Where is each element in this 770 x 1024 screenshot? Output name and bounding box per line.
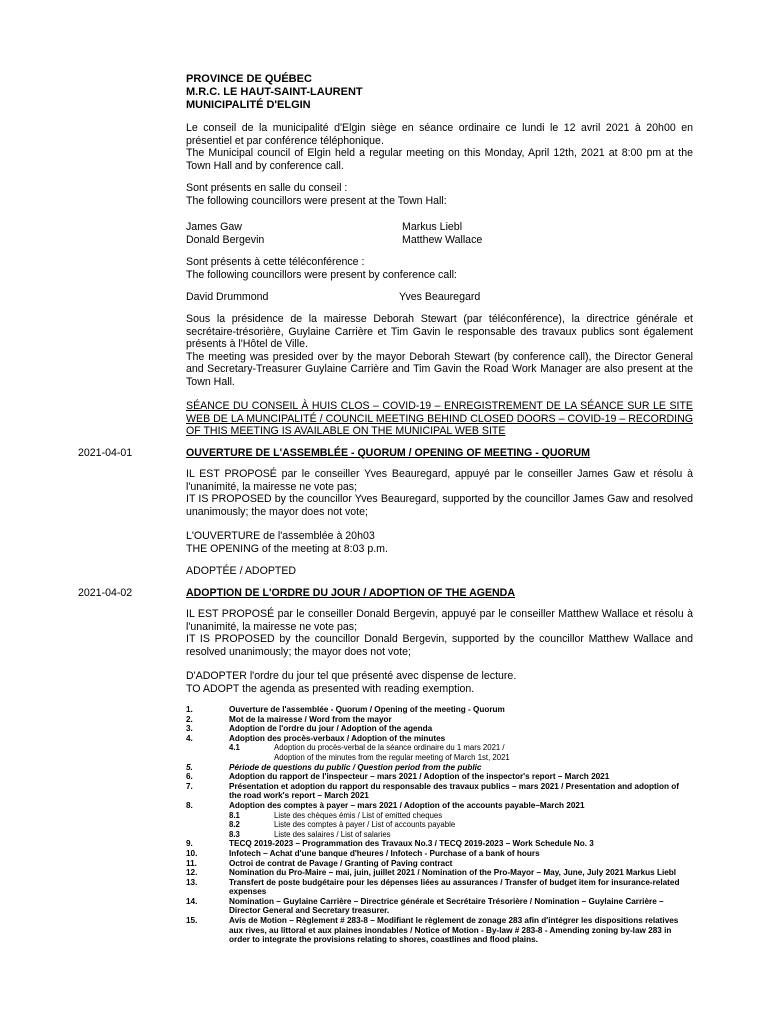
intro-en: The Municipal council of Elgin held a regular meeting on this Monday, April 12th, 2021 at 8:00 pm at the Town Hall and by conference call. bbox=[186, 147, 693, 172]
intro-paragraph bbox=[186, 122, 693, 172]
councillor-name: James Gaw bbox=[186, 221, 242, 233]
list-subitem: 4.1 Adoption du procès-verbal de la séance ordinaire du 1 mars 2021 / Adoption of the minutes from the regular meeting of March 1st, 2021 bbox=[229, 743, 510, 762]
opening-fr: L'OUVERTURE de l'assemblée à 20h03 bbox=[186, 530, 375, 542]
adopt-en: TO ADOPT the agenda as presented with reading exemption. bbox=[186, 682, 475, 695]
adopted-label: ADOPTÉE / ADOPTED bbox=[186, 565, 297, 577]
resolution-number: 2021-04-01 bbox=[78, 447, 133, 459]
list-subitem: 8.3 Liste des salaires / List of salaries bbox=[229, 829, 391, 839]
res2-adopt bbox=[186, 670, 693, 695]
councillor-name: Donald Bergevin bbox=[186, 233, 265, 246]
res1-opening bbox=[186, 530, 693, 555]
list-item: 11. Octroi de contrat de Pavage / Granting of Paving contract bbox=[186, 858, 453, 868]
presided-paragraph bbox=[186, 313, 693, 389]
hall-councillors bbox=[186, 221, 693, 247]
resolution-number: 2021-04-02 bbox=[78, 587, 133, 599]
present-conf-block bbox=[186, 256, 693, 281]
list-item: 14. Nomination – Guylaine Carrière – Directrice générale et Secrétaire Trésorière / Nomination – Guylaine Carrière – Director General and Secretary treasurer. bbox=[186, 896, 664, 916]
list-item: 13. Transfert de poste budgétaire pour les dépenses liées au assurances / Transfer of budget item for insurance-related expenses bbox=[186, 877, 680, 897]
list-item: 10. Infotech – Achat d'une banque d'heures / Infotech - Purchase of a bank of hours bbox=[186, 848, 540, 858]
res1-proposal bbox=[186, 468, 693, 518]
document-header bbox=[186, 73, 363, 112]
section-heading: OUVERTURE DE L'ASSEMBLÉE - QUORUM / OPENING OF MEETING - QUORUM bbox=[186, 447, 590, 459]
closed-doors-notice: SÉANCE DU CONSEIL À HUIS CLOS – COVID-19 – ENREGISTREMENT DE LA SÉANCE SUR LE SITE WEB DE LA MUNCIPALITÉ / COUNCIL MEETING BEHIND CLOSED DOORS – COVID-19 – RECORDING OF THIS MEETING IS AVAILABLE ON THE MUNICIPAL WEB SITE bbox=[186, 400, 693, 438]
proposal-fr: IL EST PROPOSÉ par le conseiller Donald Bergevin, appuyé par le conseiller Matthew Wallace et résolu à l'unanimité, la mairesse ne vote pas; bbox=[186, 608, 693, 633]
presided-en: The meeting was presided over by the mayor Deborah Stewart (by conference call), the Director General and Secretary-Treasurer Guylaine Carrière and Tim Gavin the Road Work Manager are also present at the Town Hall. bbox=[186, 350, 693, 388]
councillor-name: Matthew Wallace bbox=[402, 233, 483, 246]
intro-fr: Le conseil de la municipalité d'Elgin siège en séance ordinaire ce lundi le 12 avril 2021 à 20h00 en présentiel et par conférence téléphonique. bbox=[186, 122, 693, 147]
list-item: 7. Présentation et adoption du rapport du responsable des travaux publics – mars 2021 / Presentation and adoption of the road work's report – March 2021 bbox=[186, 781, 679, 801]
proposal-fr: IL EST PROPOSÉ par le conseiller Yves Beauregard, appuyé par le conseiller James Gaw et résolu à l'unanimité, la mairesse ne vote pas; bbox=[186, 468, 693, 493]
list-item: 3. Adoption de l'ordre du jour / Adoption of the agenda bbox=[186, 724, 433, 734]
present-hall-block bbox=[186, 182, 693, 207]
present-conf-en: The following councillors were present by conference call: bbox=[186, 268, 457, 281]
header-municipality: MUNICIPALITÉ D'ELGIN bbox=[186, 99, 311, 111]
conf-councillors bbox=[186, 291, 693, 304]
councillor-name: Markus Liebl bbox=[402, 221, 463, 233]
header-province: PROVINCE DE QUÉBEC bbox=[186, 73, 312, 85]
proposal-en: IT IS PROPOSED by the councillor Yves Beauregard, supported by the councillor James Gaw and resolved unanimously; the mayor does not vote; bbox=[186, 493, 693, 518]
opening-en: THE OPENING of the meeting at 8:03 p.m. bbox=[186, 542, 388, 555]
list-item: 12. Nomination du Pro-Maire – mai, juin, juillet 2021 / Nomination of the Pro-Mayor – May, June, July 2021 Markus Liebl bbox=[186, 868, 677, 878]
list-item: 2. Mot de la mairesse / Word from the mayor bbox=[186, 714, 392, 724]
list-item: 5. Période de questions du public / Question period from the public bbox=[186, 762, 482, 772]
list-item: 1. Ouverture de l'assemblée - Quorum / Opening of the meeting - Quorum bbox=[186, 705, 505, 714]
section-heading: ADOPTION DE L'ORDRE DU JOUR / ADOPTION OF THE AGENDA bbox=[186, 587, 515, 599]
present-hall-en: The following councillors were present at the Town Hall: bbox=[186, 194, 447, 207]
presided-fr: Sous la présidence de la mairesse Deborah Stewart (par téléconférence), la directrice générale et secrétaire-trésorière, Guylaine Carrière et Tim Gavin le responsable des travaux publics sont également présents à l'Hôtel de Ville. bbox=[186, 313, 693, 351]
list-item: 6. Adoption du rapport de l'inspecteur – mars 2021 / Adoption of the inspector's report – March 2021 bbox=[186, 772, 610, 782]
present-conf-fr: Sont présents à cette téléconférence : bbox=[186, 256, 365, 268]
res2-proposal bbox=[186, 608, 693, 658]
list-item: 15. Avis de Motion – Règlement # 283-8 – Modifiant le règlement de zonage 283 afin d'intégrer les dispositions relatives aux rives, au littoral et aux plaines inondables / Notice of Motion - By-law # 283-8 - Amending zoning by-law 283 in order to integrate the provisions relating to shores, coastlines and flood plains. bbox=[186, 916, 679, 945]
list-item: 9. TECQ 2019-2023 – Programmation des Travaux No.3 / TECQ 2019-2023 – Work Schedule No. 3 bbox=[186, 839, 594, 849]
list-subitem: 8.2 Liste des comptes à payer / List of accounts payable bbox=[229, 820, 456, 830]
councillor-name: David Drummond bbox=[186, 291, 269, 303]
list-item: 8. Adoption des comptes à payer – mars 2021 / Adoption of the accounts payable–March 2021 bbox=[186, 800, 585, 810]
list-item: 4. Adoption des procès-verbaux / Adoption of the minutes bbox=[186, 733, 446, 743]
list-subitem: 8.1 Liste des chèques émis / List of emitted cheques bbox=[229, 810, 443, 820]
header-mrc: M.R.C. LE HAUT-SAINT-LAURENT bbox=[186, 86, 363, 98]
agenda-list bbox=[186, 705, 693, 945]
proposal-en: IT IS PROPOSED by the councillor Donald Bergevin, supported by the councillor Matthew Wallace and resolved unanimously; the mayor does not vote; bbox=[186, 633, 693, 658]
adopt-fr: D'ADOPTER l'ordre du jour tel que présenté avec dispense de lecture. bbox=[186, 670, 517, 682]
councillor-name: Yves Beauregard bbox=[399, 291, 481, 303]
present-hall-fr: Sont présents en salle du conseil : bbox=[186, 182, 348, 194]
